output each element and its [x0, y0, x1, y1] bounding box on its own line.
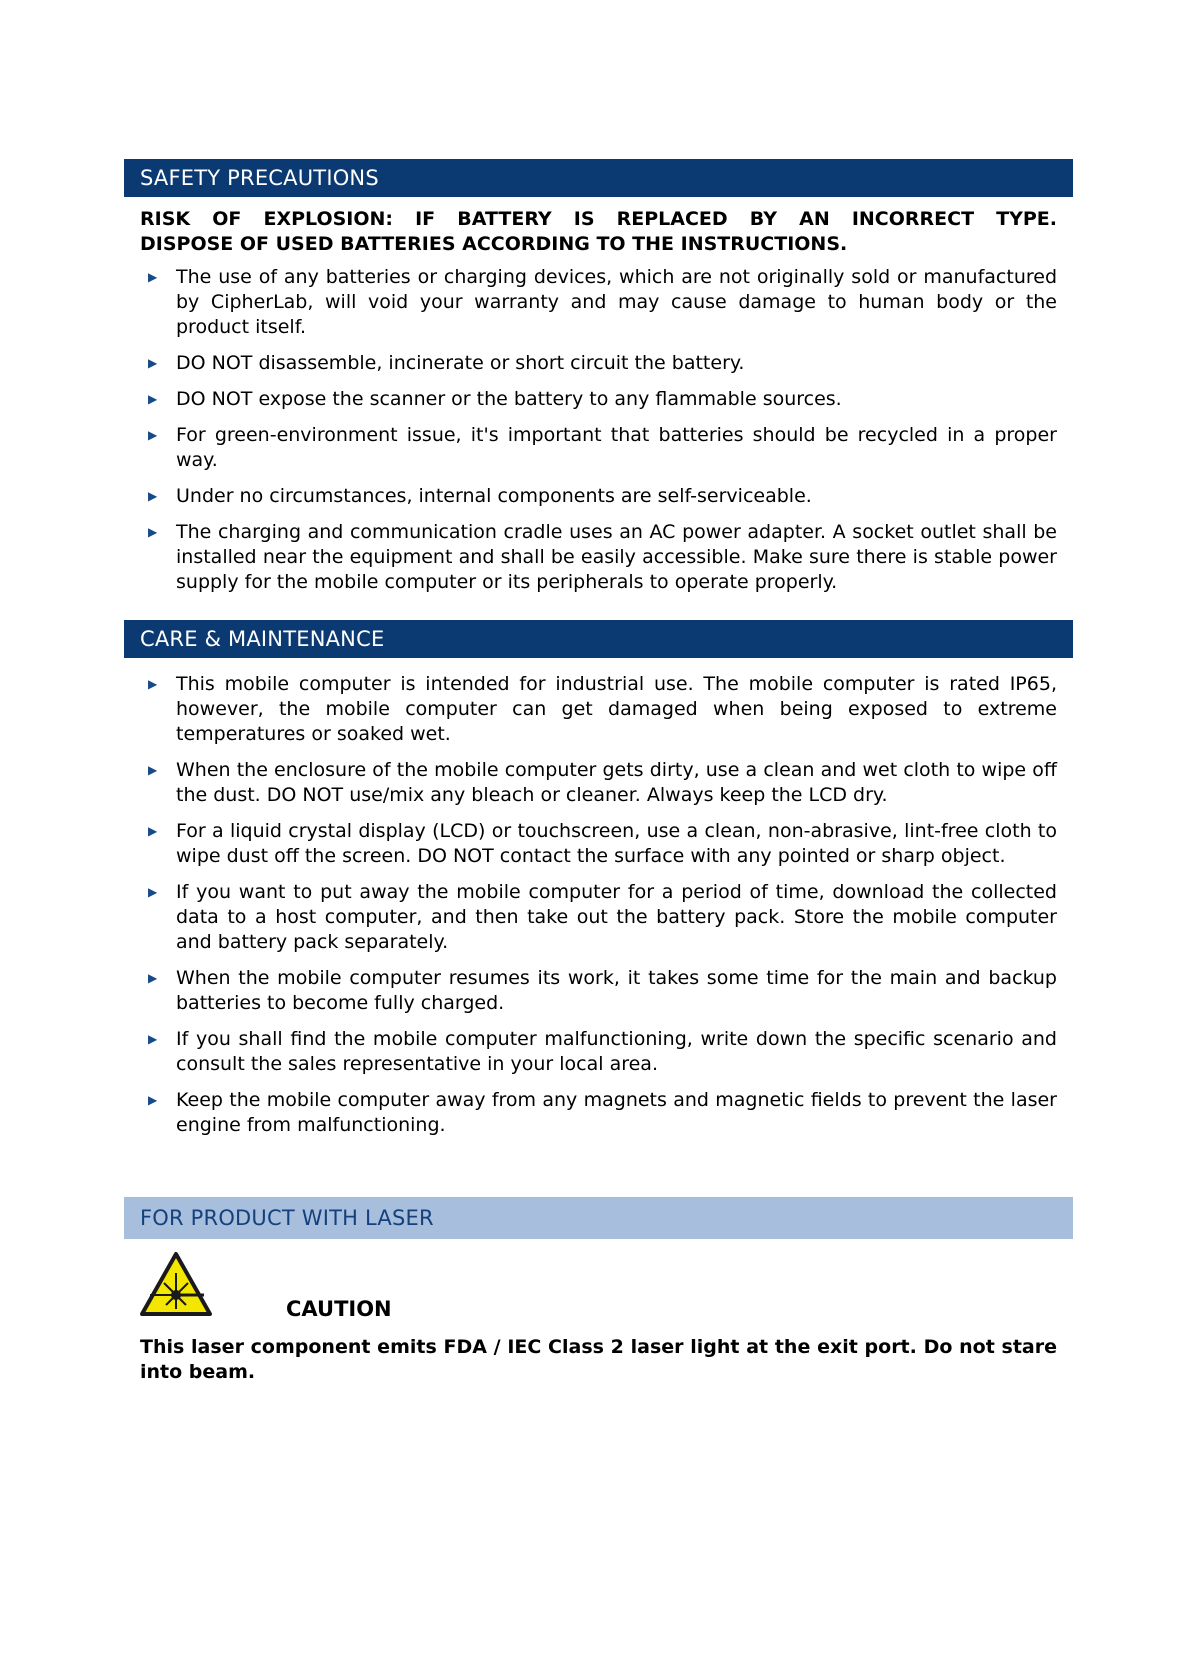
- care-maintenance-content: [124, 672, 1073, 1138]
- list-item: [140, 1027, 1057, 1077]
- care-list: [140, 672, 1057, 1138]
- explosion-warning-line1: RISK OF EXPLOSION: IF BATTERY IS REPLACED BY AN INCORRECT TYPE.: [140, 208, 1057, 230]
- laser-caution-block: [124, 1251, 1073, 1335]
- explosion-warning: [140, 207, 1057, 257]
- bullet-arrow-icon: ▶: [148, 525, 158, 539]
- bullet-arrow-icon: ▶: [148, 677, 158, 691]
- list-item-text: DO NOT disassemble, incinerate or short circuit the battery.: [176, 352, 745, 374]
- list-item: [140, 423, 1057, 473]
- bullet-arrow-icon: ▶: [148, 824, 158, 838]
- bullet-arrow-icon: ▶: [148, 885, 158, 899]
- bullet-arrow-icon: ▶: [148, 356, 158, 370]
- bullet-arrow-icon: ▶: [148, 971, 158, 985]
- list-item: [140, 819, 1057, 869]
- explosion-warning-line2: DISPOSE OF USED BATTERIES ACCORDING TO THE INSTRUCTIONS.: [140, 233, 848, 255]
- bullet-arrow-icon: ▶: [148, 763, 158, 777]
- bullet-arrow-icon: ▶: [148, 270, 158, 284]
- bullet-arrow-icon: ▶: [148, 1032, 158, 1046]
- list-item: [140, 880, 1057, 955]
- bullet-arrow-icon: ▶: [148, 428, 158, 442]
- list-item-text: If you shall find the mobile computer malfunctioning, write down the specific scenario and consult the sales representative in your local area.: [176, 1028, 1057, 1075]
- list-item: [140, 672, 1057, 747]
- list-item-text: The use of any batteries or charging devices, which are not originally sold or manufactured by CipherLab, will void your warranty and may cause damage to human body or the product itself.: [176, 266, 1057, 338]
- list-item-text: For green-environment issue, it's important that batteries should be recycled in a proper way.: [176, 424, 1057, 471]
- list-item-text: Keep the mobile computer away from any magnets and magnetic fields to prevent the laser engine from malfunctioning.: [176, 1089, 1057, 1136]
- list-item: [140, 1088, 1057, 1138]
- list-item-text: DO NOT expose the scanner or the battery to any flammable sources.: [176, 388, 842, 410]
- safety-list: [140, 265, 1057, 595]
- safety-precautions-content: [124, 207, 1073, 595]
- list-item-text: When the mobile computer resumes its work, it takes some time for the main and backup batteries to become fully charged.: [176, 967, 1057, 1014]
- list-item: [140, 351, 1057, 376]
- bullet-arrow-icon: ▶: [148, 489, 158, 503]
- list-item-text: If you want to put away the mobile computer for a period of time, download the collected data to a host computer, and then take out the battery pack. Store the mobile computer and battery pack separately.: [176, 881, 1057, 953]
- caution-label: CAUTION: [286, 1297, 392, 1321]
- list-item: [140, 484, 1057, 509]
- list-item: [140, 758, 1057, 808]
- list-item-text: Under no circumstances, internal components are self-serviceable.: [176, 485, 812, 507]
- list-item-text: For a liquid crystal display (LCD) or touchscreen, use a clean, non-abrasive, lint-free cloth to wipe dust off the screen. DO NOT contact the surface with any pointed or sharp object.: [176, 820, 1057, 867]
- list-item-text: When the enclosure of the mobile computer gets dirty, use a clean and wet cloth to wipe off the dust. DO NOT use/mix any bleach or cleaner. Always keep the LCD dry.: [176, 759, 1057, 806]
- list-item-text: The charging and communication cradle uses an AC power adapter. A socket outlet shall be installed near the equipment and shall be easily accessible. Make sure there is stable power supply for the mobile computer or its peripherals to operate properly.: [176, 521, 1057, 593]
- bullet-arrow-icon: ▶: [148, 1093, 158, 1107]
- care-maintenance-header: CARE & MAINTENANCE: [124, 620, 1073, 658]
- laser-caution-text: This laser component emits FDA / IEC Class 2 laser light at the exit port. Do not stare into beam.: [140, 1336, 1057, 1383]
- safety-precautions-header: SAFETY PRECAUTIONS: [124, 159, 1073, 197]
- laser-warning-icon: [140, 1251, 212, 1317]
- list-item: [140, 520, 1057, 595]
- laser-section-header: FOR PRODUCT WITH LASER: [124, 1197, 1073, 1239]
- list-item: [140, 265, 1057, 340]
- list-item-text: This mobile computer is intended for industrial use. The mobile computer is rated IP65, however, the mobile computer can get damaged when being exposed to extreme temperatures or soaked wet.: [176, 673, 1057, 745]
- bullet-arrow-icon: ▶: [148, 392, 158, 406]
- document-page: [124, 159, 1073, 1385]
- list-item: [140, 966, 1057, 1016]
- list-item: [140, 387, 1057, 412]
